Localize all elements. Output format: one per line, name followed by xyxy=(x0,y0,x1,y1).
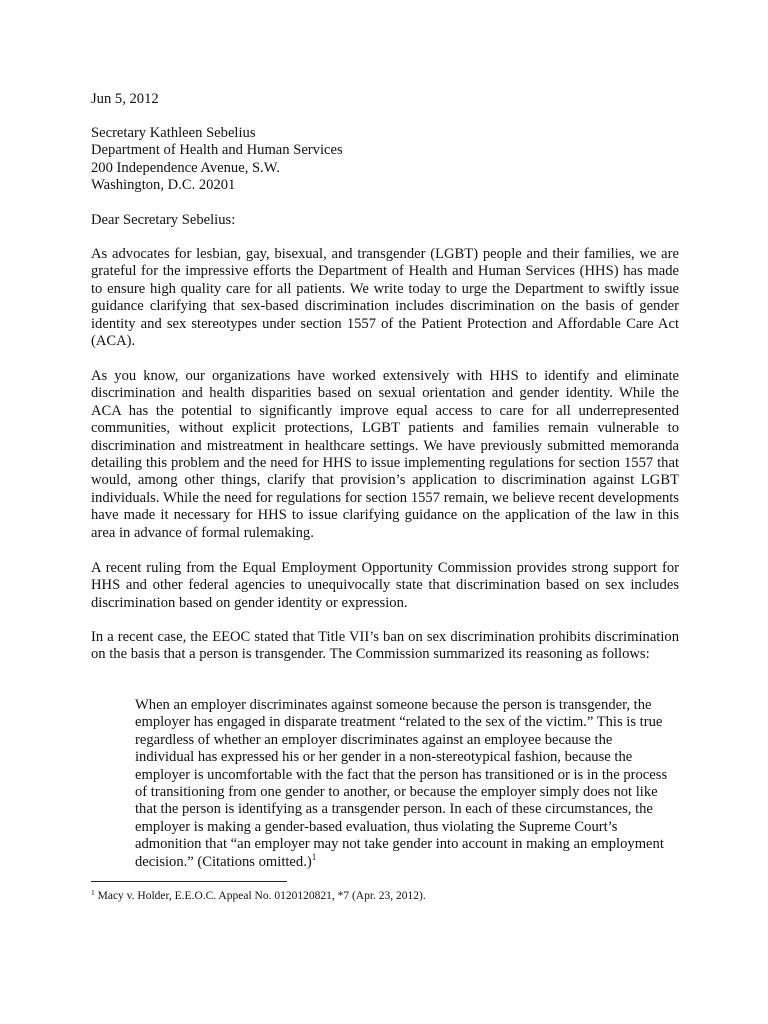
recipient-address xyxy=(91,125,679,195)
footnote xyxy=(91,889,679,903)
quote-footnote-mark: 1 xyxy=(311,851,317,862)
footnote-mark: 1 xyxy=(91,888,95,897)
address-line-department: Department of Health and Human Services xyxy=(91,142,343,159)
footnote-divider xyxy=(91,881,287,882)
address-line-name: Secretary Kathleen Sebelius xyxy=(91,125,256,141)
paragraph-background: As you know, our organizations have worked extensively with HHS to identify and eliminate discrimination and health disparities based on sexual orientation and gender identity. While the ACA has the potential to significantly improve equal access to care for all underrepresented communities, without explicit protections, LGBT patients and families remain vulnerable to discrimination and mistreatment in healthcare settings. We have previously submitted memoranda detailing this problem and the need for HHS to issue implementing regulations for section 1557 that would, among other things, clarify that provision’s application to discrimination against LGBT individuals. While the need for regulations for section 1557 remain, we believe recent developments have made it necessary for HHS to issue clarifying guidance on the application of the law in this area in advance of formal rulemaking. xyxy=(91,368,679,541)
salutation: Dear Secretary Sebelius: xyxy=(91,212,236,228)
address-line-city: Washington, D.C. 20201 xyxy=(91,177,236,194)
quote-text: When an employer discriminates against someone because the person is transgender, the employer has engaged in disparate treatment “related to the sex of the victim.” This is true regardless of whether an employer discriminates against an employee because the individual has expressed his or her gender in a non-stereotypical fashion, because the employer is uncomfortable with the fact that the person has transitioned or is in the process of transitioning from one gender to another, or because the employer simply does not like that the person is identifying as a transgender person. In each of these circumstances, the employer is making a gender-based evaluation, thus violating the Supreme Court’s admonition that “an employer may not take gender into account in making an employment decision.” (Citations omitted.) xyxy=(135,697,668,870)
paragraph-eeoc-ruling: A recent ruling from the Equal Employment Opportunity Commission provides strong support for HHS and other federal agencies to unequivocally state that discrimination based on sex includes discrimination based on gender identity or expression. xyxy=(91,560,679,611)
letter-date: Jun 5, 2012 xyxy=(91,91,159,107)
address-line-street: 200 Independence Avenue, S.W. xyxy=(91,159,280,176)
paragraph-intro: As advocates for lesbian, gay, bisexual, and transgender (LGBT) people and their families, we are grateful for the impressive efforts the Department of Health and Human Services (HHS) has made to ensure high quality care for all patients. We write today to urge the Department to swiftly issue guidance clarifying that sex-based discrimination includes discrimination on the basis of gender identity and sex stereotypes under section 1557 of the Patient Protection and Affordable Care Act (ACA). xyxy=(91,246,679,350)
paragraph-eeoc-case: In a recent case, the EEOC stated that Title VII’s ban on sex discrimination prohibits discrimination on the basis that a person is transgender. The Commission summarized its reasoning as follows: xyxy=(91,629,679,663)
block-quote xyxy=(135,697,675,871)
footnote-text: Macy v. Holder, E.E.O.C. Appeal No. 0120120821, *7 (Apr. 23, 2012). xyxy=(97,890,426,902)
